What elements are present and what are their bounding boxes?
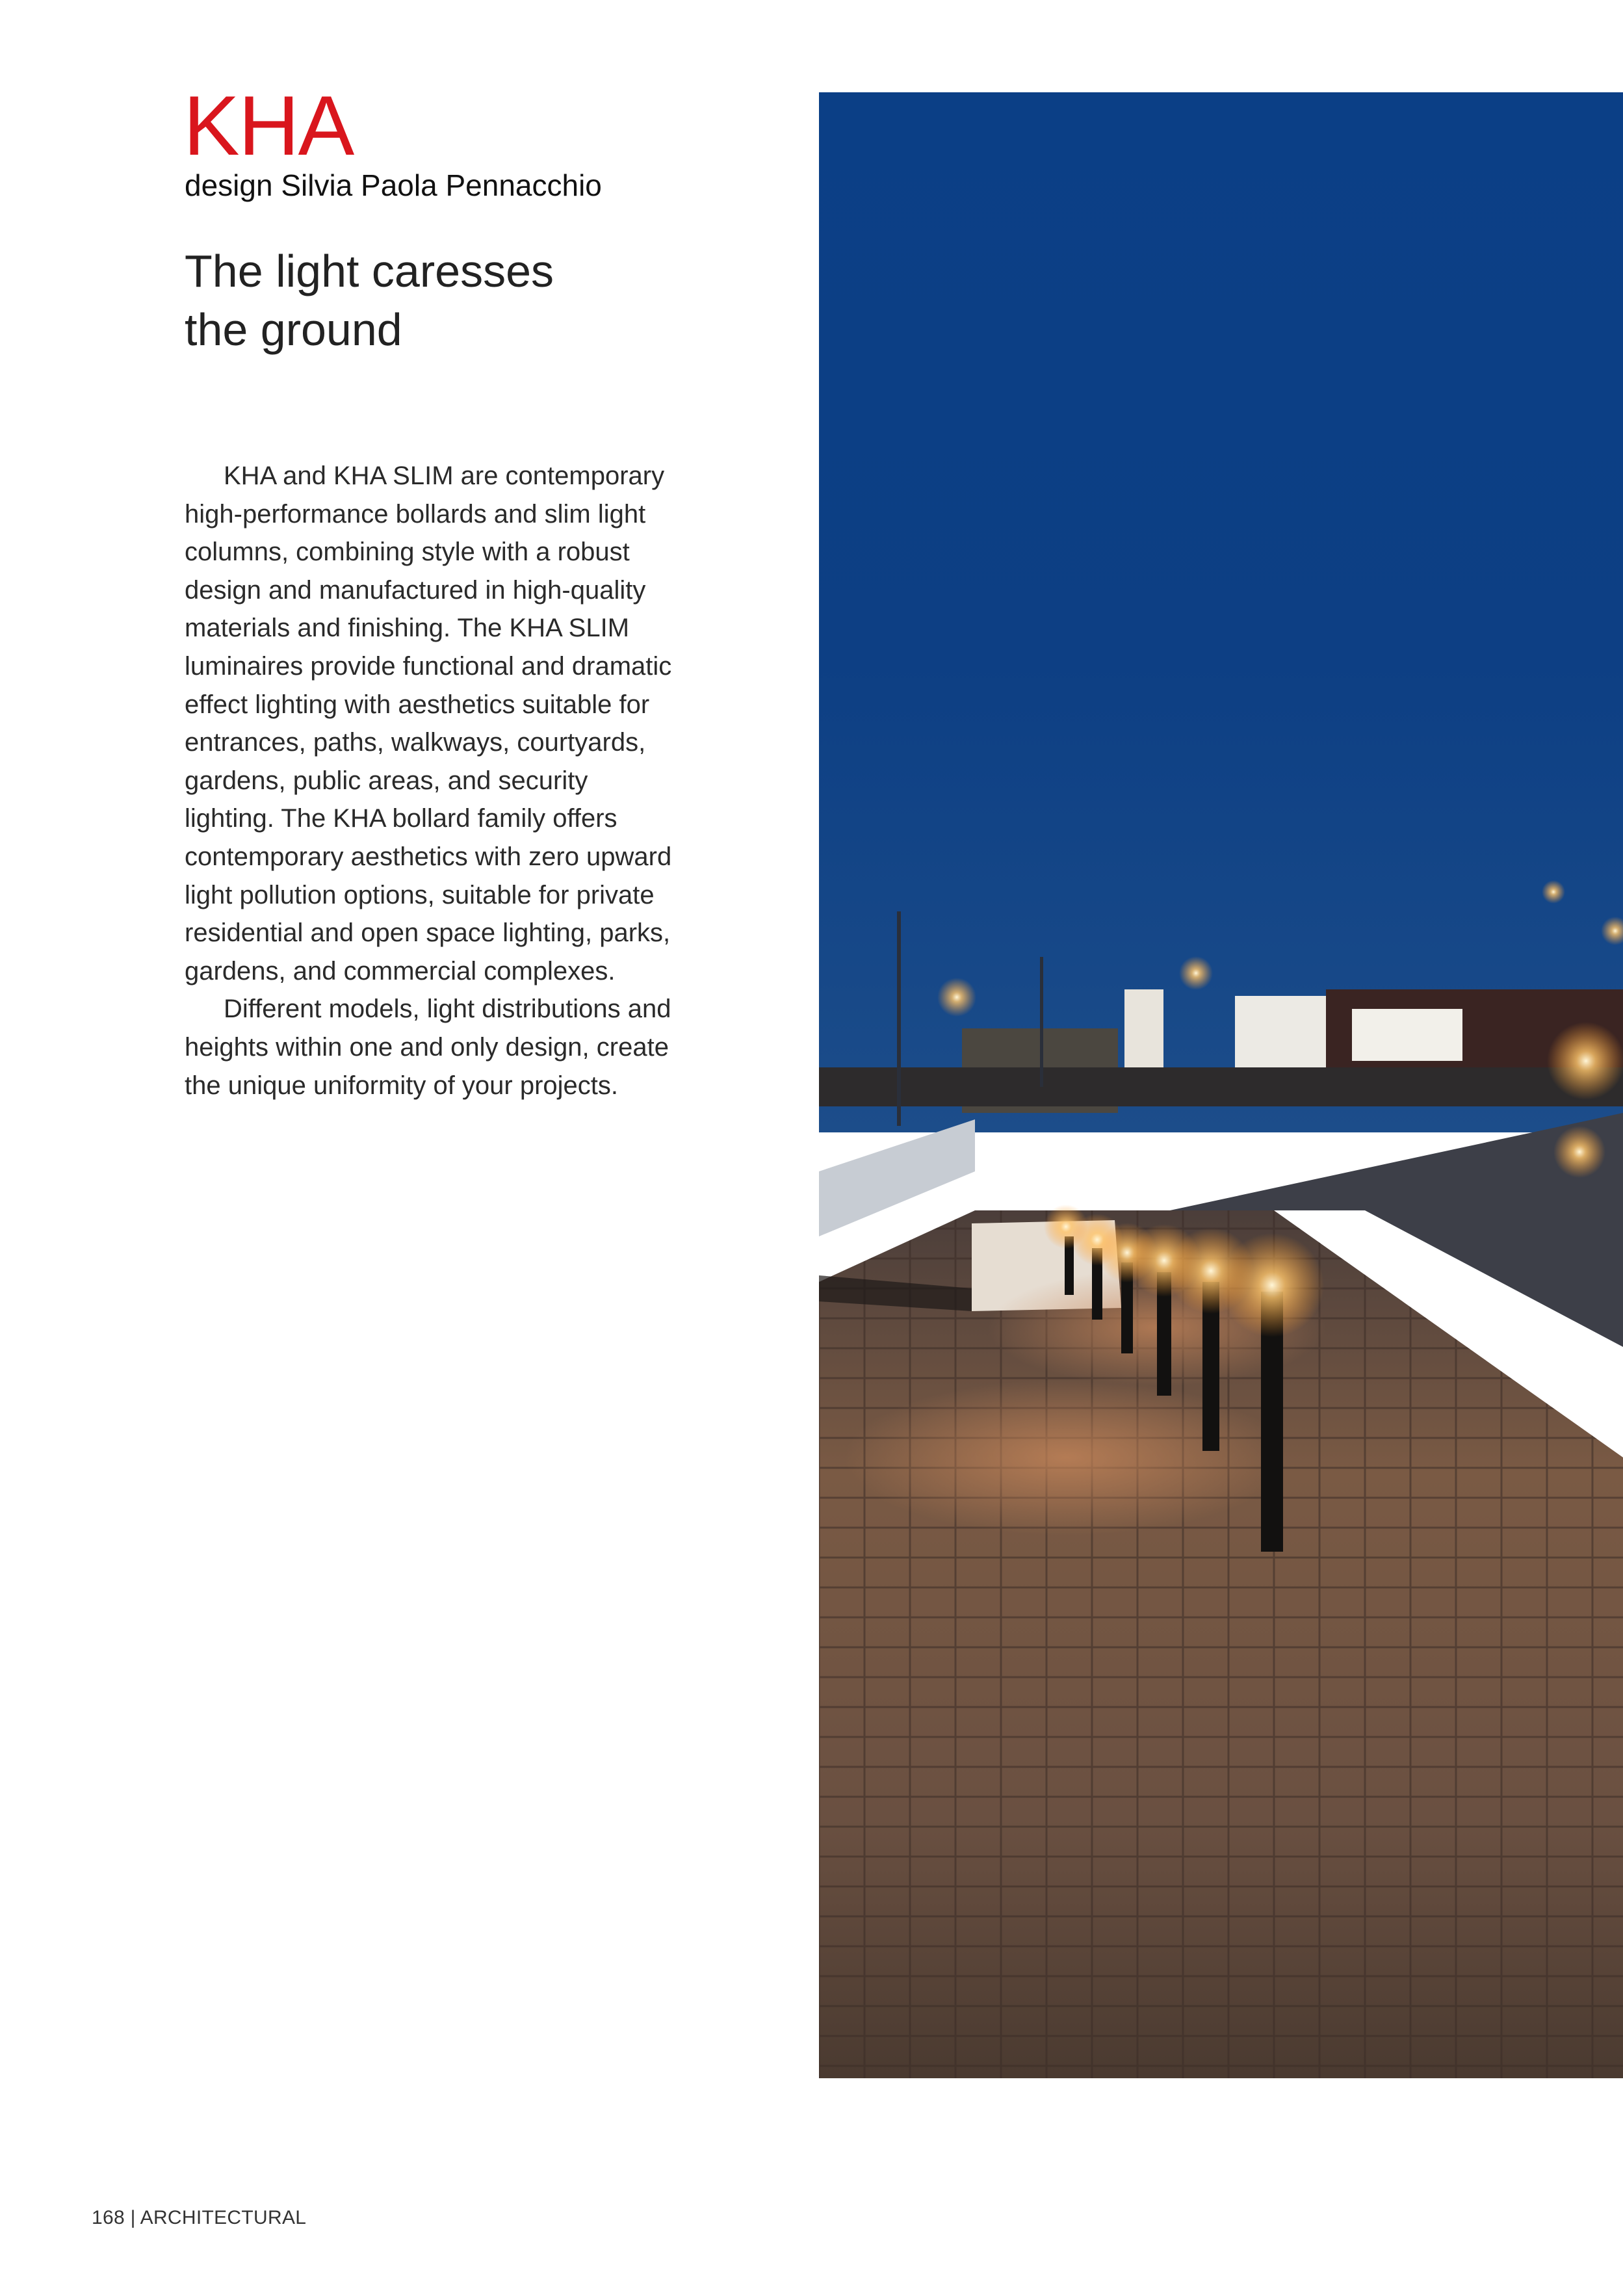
page-footer: 168 | ARCHITECTURAL	[92, 2207, 307, 2228]
designer-credit: design Silvia Paola Pennacchio	[185, 168, 602, 202]
headline-line-2: the ground	[185, 304, 402, 355]
bollard-night-photo	[819, 92, 1623, 2078]
product-title: KHA	[183, 78, 354, 173]
headline	[185, 242, 770, 359]
body-paragraph-1: KHA and KHA SLIM are contemporary high-performance bollards and slim light columns, combining style with a robust design and manufactured in high-quality materials and finishing. The KHA SLIM luminaires provide functional and dramatic effect lighting with aesthetics suitable for entrances, paths, walkways, courtyards, gardens, public areas, and security lighting. The KHA bollard family offers contemporary aesthetics with zero upward light pollution options, suitable for private residential and open space lighting, parks, gardens, and commercial complexes.	[185, 462, 672, 985]
photo-illustration	[819, 92, 1623, 2078]
body-paragraph-2: Different models, light distributions and heights within one and only design, create the unique uniformity of your projects.	[185, 995, 671, 1100]
body-text	[185, 457, 679, 1104]
headline-line-1: The light caresses	[185, 246, 554, 296]
